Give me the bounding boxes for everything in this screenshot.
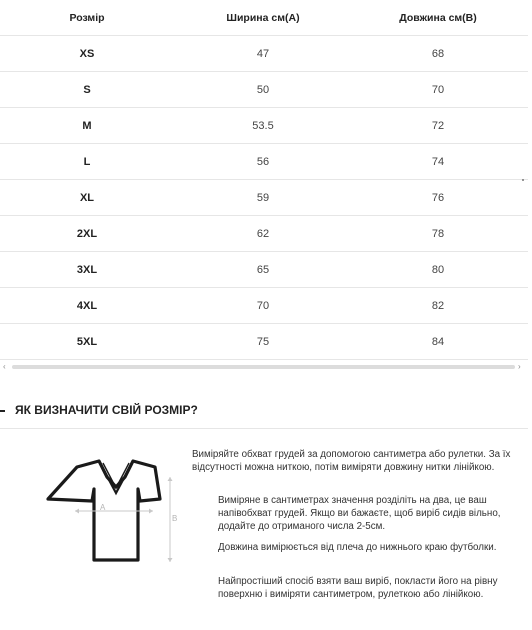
instruction-paragraph: Виміряне в сантиметрах значення розділіть на два, це ваш напівобхват грудей. Якщо ви бажаєте, щоб виріб сидів вільно, додайте до отриманого числа 2-5см. <box>218 495 501 532</box>
length-cell: 74 <box>431 156 445 168</box>
width-cell: 53.5 <box>252 120 274 132</box>
width-cell: 47 <box>256 48 270 60</box>
table-row <box>0 108 528 144</box>
size-cell: XS <box>79 48 95 60</box>
header-length: Довжина см(В) <box>399 12 477 24</box>
length-cell: 70 <box>431 84 445 96</box>
width-cell: 75 <box>256 336 270 348</box>
instruction-paragraph: Довжина вимірюється від плеча до нижнього краю футболки. <box>218 542 497 553</box>
table-row <box>0 216 528 252</box>
length-cell: 82 <box>431 300 445 312</box>
table-row <box>0 252 528 288</box>
header-size: Розмір <box>69 12 105 24</box>
length-cell: 68 <box>431 48 445 60</box>
table-row <box>0 144 528 180</box>
header-width: Ширина см(А) <box>226 12 300 24</box>
width-cell: 70 <box>256 300 270 312</box>
scroll-right-icon[interactable]: › <box>518 362 521 371</box>
scroll-left-icon[interactable]: ‹ <box>3 362 6 371</box>
section-title-text: ЯК ВИЗНАЧИТИ СВІЙ РОЗМІР? <box>15 403 198 417</box>
size-cell: 3XL <box>76 264 98 276</box>
size-cell: 5XL <box>76 336 98 348</box>
size-cell: L <box>83 156 91 168</box>
length-cell: 80 <box>431 264 445 276</box>
table-header-row <box>0 0 528 36</box>
length-cell: 76 <box>431 192 445 204</box>
table-row <box>0 36 528 72</box>
length-cell: 84 <box>431 336 445 348</box>
table-row <box>0 324 528 360</box>
section-title <box>0 403 198 417</box>
width-cell: 56 <box>256 156 270 168</box>
dash-icon <box>0 410 5 412</box>
length-cell: 78 <box>431 228 445 240</box>
measure-b-label: B <box>172 514 178 523</box>
width-cell: 59 <box>256 192 270 204</box>
length-cell: 72 <box>431 120 445 132</box>
size-cell: XL <box>79 192 95 204</box>
table-row <box>0 180 528 216</box>
table-horizontal-scrollbar[interactable] <box>0 361 528 373</box>
measure-a-label: A <box>100 503 106 512</box>
width-cell: 50 <box>256 84 270 96</box>
width-cell: 65 <box>256 264 270 276</box>
size-cell: M <box>82 120 92 132</box>
scrollbar-thumb[interactable] <box>12 365 515 369</box>
table-row <box>0 288 528 324</box>
tshirt-measurement-icon <box>40 455 192 570</box>
size-cell: 4XL <box>76 300 98 312</box>
stray-dot <box>522 179 524 181</box>
divider <box>0 428 528 429</box>
instruction-paragraph: Найпростіший спосіб взяти ваш виріб, покласти його на рівну поверхню і виміряти сантиметром, рулеткою або лінійкою. <box>218 576 498 600</box>
instruction-paragraph: Виміряйте обхват грудей за допомогою сантиметра або рулетки. За їх відсутності можна ниткою, потім виміряти довжину нитки лінійкою. <box>192 449 511 473</box>
size-cell: S <box>83 84 91 96</box>
table-row <box>0 72 528 108</box>
size-cell: 2XL <box>76 228 98 240</box>
width-cell: 62 <box>256 228 270 240</box>
